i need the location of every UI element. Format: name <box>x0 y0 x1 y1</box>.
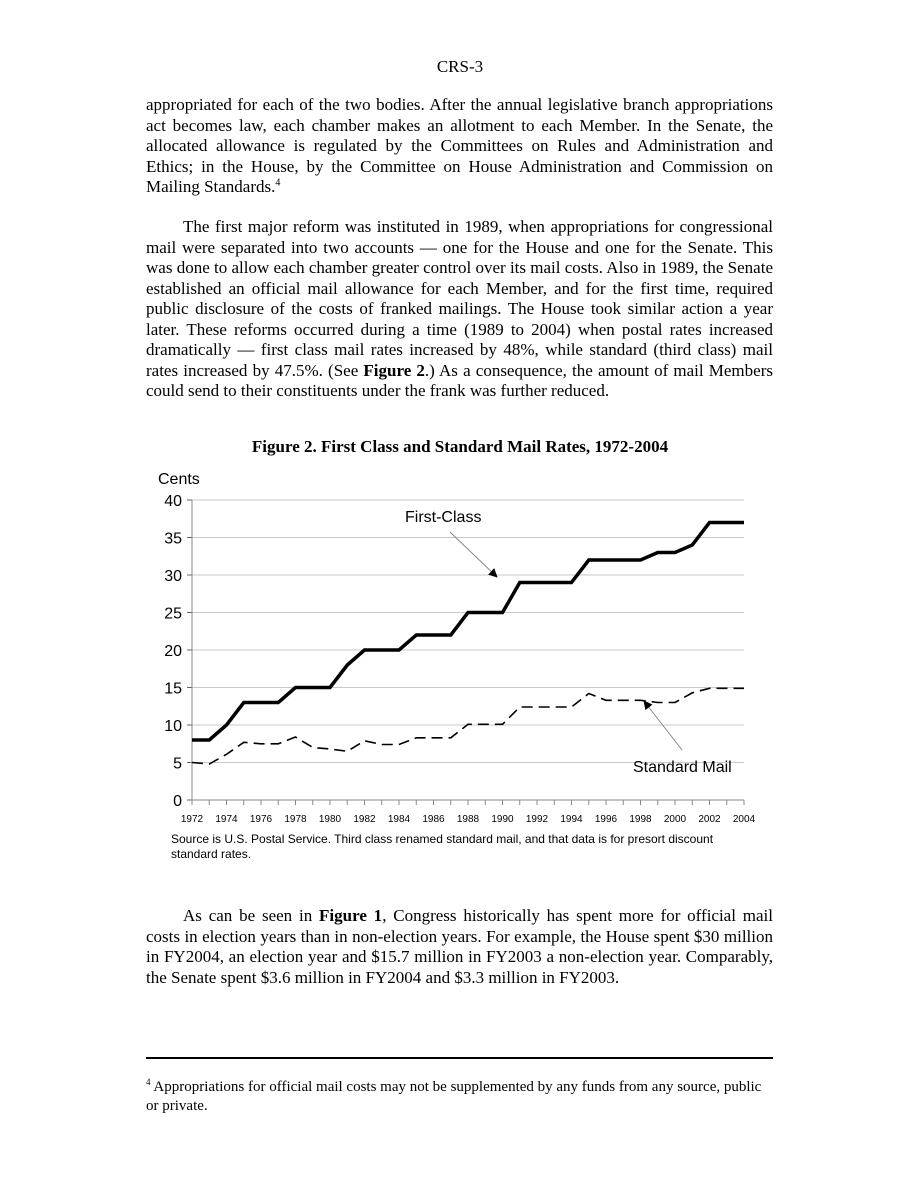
standard-mail-line <box>192 688 744 764</box>
x-tick-label: 1984 <box>387 814 411 825</box>
x-tick-label: 1976 <box>249 814 273 825</box>
figure-2-reference: Figure 2 <box>363 360 425 380</box>
x-tick-label: 1988 <box>456 814 480 825</box>
x-tick-label: 1990 <box>491 814 514 825</box>
footnote-marker: 4 <box>146 1077 151 1087</box>
y-tick-label: 40 <box>164 493 182 510</box>
x-tick-label: 1996 <box>594 814 618 825</box>
y-tick-label: 20 <box>164 643 182 660</box>
footnote-text: Appropriations for official mail costs may not be supplemented by any funds from any source, public or private. <box>146 1079 762 1114</box>
paragraph-text: .) As a consequence, the amount of mail Members could send to their constituents under the frank was further reduced. <box>146 360 773 400</box>
y-tick-label: 5 <box>173 755 182 773</box>
figure-caption: Figure 2. First Class and Standard Mail Rates, 1972-2004 <box>251 437 669 456</box>
x-tick-label: 2004 <box>732 814 756 825</box>
x-tick-label: 1980 <box>318 814 342 825</box>
paragraph-text: , Congress historically has spent more for official mail costs in election years than in non-election years. For example, the House spent $30 million in FY2004, an election year and $15.7 million in FY2003 a non-election year. Comparably, the Senate spent $3.6 million in FY2004 and $3.3 million in FY2003. <box>146 906 773 987</box>
x-tick-label: 1994 <box>560 814 583 825</box>
mail-rates-chart <box>150 460 770 830</box>
y-tick-label: 30 <box>164 568 182 585</box>
callout-arrow-first-class <box>450 532 497 577</box>
x-tick-label: 2000 <box>663 814 687 825</box>
x-tick-label: 1982 <box>353 814 376 825</box>
paragraph-text: As can be seen in <box>183 906 320 925</box>
y-tick-label: 25 <box>164 605 182 623</box>
x-tick-label: 2002 <box>698 814 721 825</box>
footnote-divider <box>146 1057 773 1059</box>
y-tick-label: 35 <box>164 530 182 548</box>
x-tick-label: 1972 <box>180 814 204 825</box>
y-tick-label: 10 <box>164 718 182 735</box>
paragraph-text: appropriated for each of the two bodies. After the annual legislative branch appropriations act becomes law, each chamber makes an allotment to each Member. In the Senate, the allocated allowance is regulated by the Committees on Rules and Administration and Ethics; in the House, by the Committee on House Administration and Commission on Mailing Standards. <box>146 95 773 196</box>
x-tick-label: 1974 <box>215 814 238 825</box>
first-class-line <box>192 523 744 741</box>
paragraph-text: The first major reform was instituted in 1989, when appropriations for congressional mail were separated into two accounts — one for the House and one for the Senate. This was done to allow each chamber greater control over its mail costs. Also in 1989, the Senate established an official mail allowance for each Member, and for the first time, required public disclosure of the costs of franked mailings. The House took similar action a year later. These reforms occurred during a time (1989 to 2004) when postal rates increased dramatically — first class mail rates increased by 48%, while standard (third class) mail rates increased by 47.5%. (See <box>146 217 773 380</box>
footnote <box>146 1078 773 1116</box>
y-axis-title: Cents <box>158 471 200 488</box>
x-tick-label: 1986 <box>422 814 445 825</box>
series-label-first-class: First-Class <box>405 509 482 526</box>
page-number: CRS-3 <box>436 57 484 76</box>
x-tick-label: 1978 <box>284 814 307 825</box>
body-paragraph-1 <box>146 95 773 198</box>
x-tick-label: 1998 <box>629 814 652 825</box>
y-tick-label: 0 <box>173 793 182 810</box>
body-paragraph-2 <box>146 217 773 402</box>
body-paragraph-3 <box>146 906 773 988</box>
figure-1-reference: Figure 1 <box>319 906 383 925</box>
footnote-ref[interactable]: 4 <box>275 177 281 189</box>
x-tick-label: 1992 <box>525 814 549 825</box>
y-tick-label: 15 <box>164 680 182 698</box>
series-label-standard-mail: Standard Mail <box>633 759 732 776</box>
figure-source-note: Source is U.S. Postal Service. Third class renamed standard mail, and that data is for presort discount standard rates. <box>171 832 714 861</box>
